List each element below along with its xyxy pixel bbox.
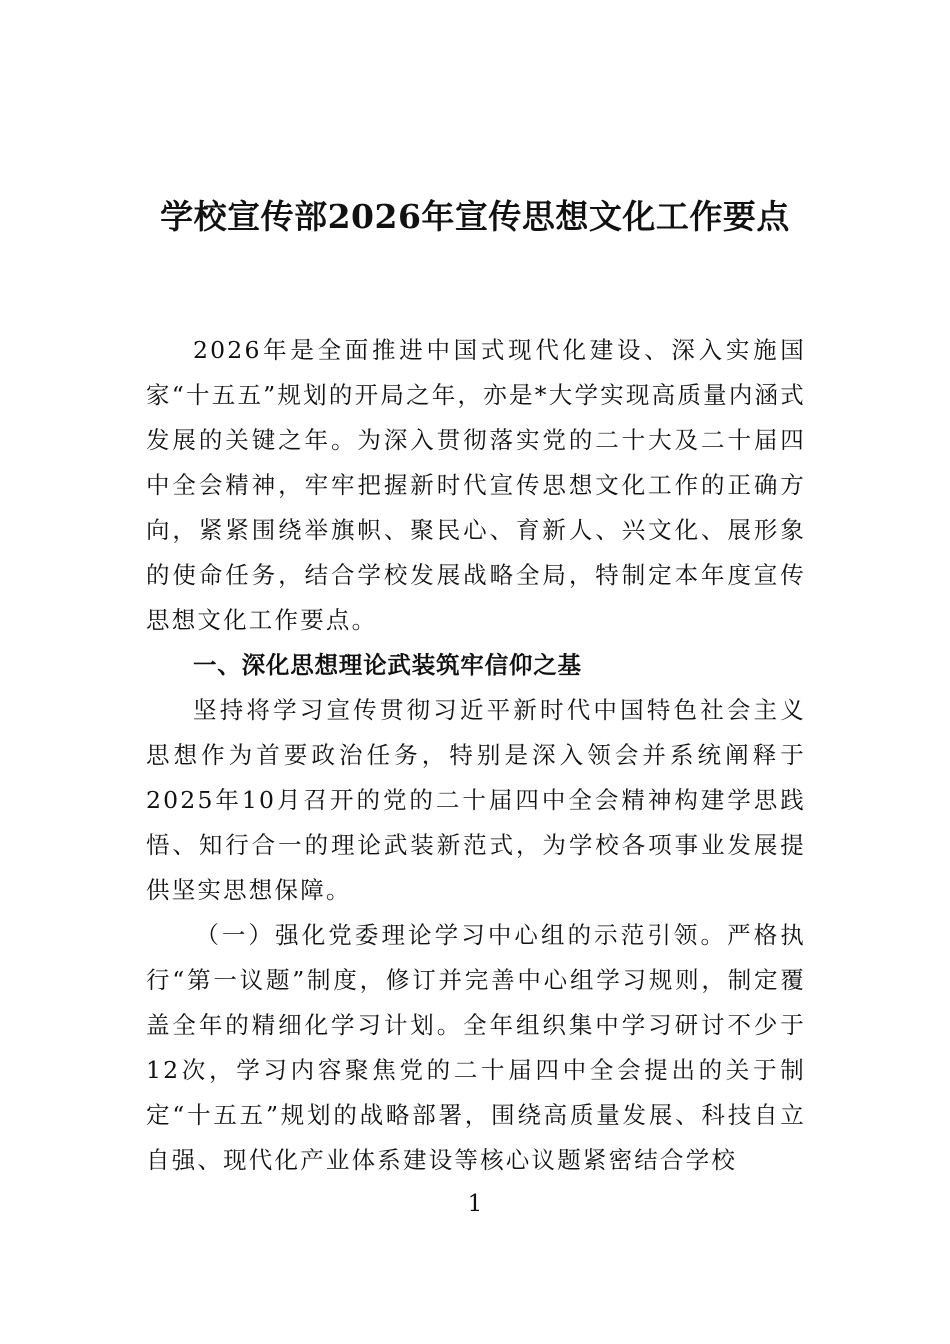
document-body <box>146 328 806 1183</box>
subsection-1-paragraph: （一）强化党委理论学习中心组的示范引领。严格执行“第一议题”制度，修订并完善中心组学习规则，制定覆盖全年的精细化学习计划。全年组织集中学习研讨不少于12次，学习内容聚焦党的二十届四中全会提出的关于制定“十五五”规划的战略部署，围绕高质量发展、科技自立自强、现代化产业体系建设等核心议题紧密结合学校 <box>146 921 806 1174</box>
page-number: 1 <box>467 1191 483 1217</box>
section-heading-1: 一、深化思想理论武装筑牢信仰之基 <box>193 651 582 679</box>
section-1-paragraph: 坚持将学习宣传贯彻习近平新时代中国特色社会主义思想作为首要政治任务，特别是深入领会并系统阐释于2025年10月召开的党的二十届四中全会精神构建学思践悟、知行合一的理论武装新范式，为学校各项事业发展提供坚实思想保障。 <box>146 696 806 904</box>
intro-paragraph: 2026年是全面推进中国式现代化建设、深入实施国家“十五五”规划的开局之年，亦是*大学实现高质量内涵式发展的关键之年。为深入贯彻落实党的二十大及二十届四中全会精神，牢牢把握新时代宣传思想文化工作的正确方向，紧紧围绕举旗帜、聚民心、育新人、兴文化、展形象的使命任务，结合学校发展战略全局，特制定本年度宣传思想文化工作要点。 <box>146 336 806 634</box>
document-title: 学校宣传部2026年宣传思想文化工作要点 <box>160 197 790 236</box>
